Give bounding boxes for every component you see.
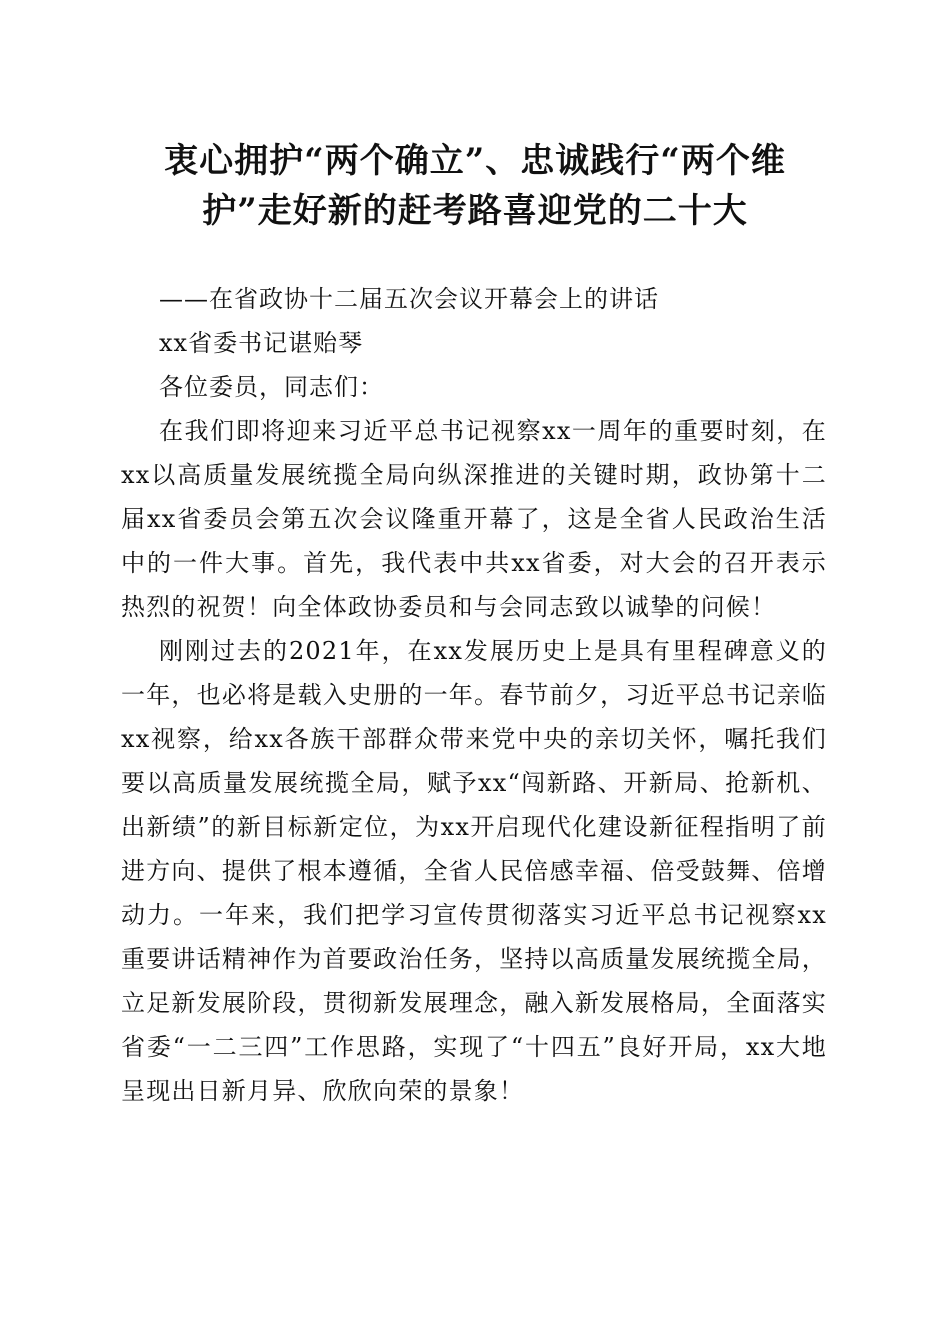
speech-author: xx省委书记谌贻琴 [159,329,364,357]
document-body [121,277,827,1113]
document-title: 衷心拥护“两个确立”、忠诚践行“两个维护”走好新的赶考路喜迎党的二十大 [164,141,786,231]
speech-subtitle: ——在省政协十二届五次会议开幕会上的讲话 [159,285,659,313]
speech-salutation: 各位委员，同志们： [159,373,384,401]
paragraph-1: 在我们即将迎来习近平总书记视察xx一周年的重要时刻，在xx以高质量发展统揽全局向纵深推进的关键时期，政协第十二届xx省委员会第五次会议隆重开幕了，这是全省人民政治生活中的一件大事。首先，我代表中共xx省委，对大会的召开表示热烈的祝贺！向全体政协委员和与会同志致以诚挚的问候！ [121,417,827,621]
paragraph-2: 刚刚过去的2021年，在xx发展历史上是具有里程碑意义的一年，也必将是载入史册的一年。春节前夕，习近平总书记亲临xx视察，给xx各族干部群众带来党中央的亲切关怀，嘱托我们要以高质量发展统揽全局，赋予xx“闯新路、开新局、抢新机、出新绩”的新目标新定位，为xx开启现代化建设新征程指明了前进方向、提供了根本遵循，全省人民倍感幸福、倍受鼓舞、倍增动力。一年来，我们把学习宣传贯彻落实习近平总书记视察xx重要讲话精神作为首要政治任务，坚持以高质量发展统揽全局，立足新发展阶段，贯彻新发展理念，融入新发展格局，全面落实省委“一二三四”工作思路，实现了“十四五”良好开局，xx大地呈现出日新月异、欣欣向荣的景象！ [121,637,827,1105]
